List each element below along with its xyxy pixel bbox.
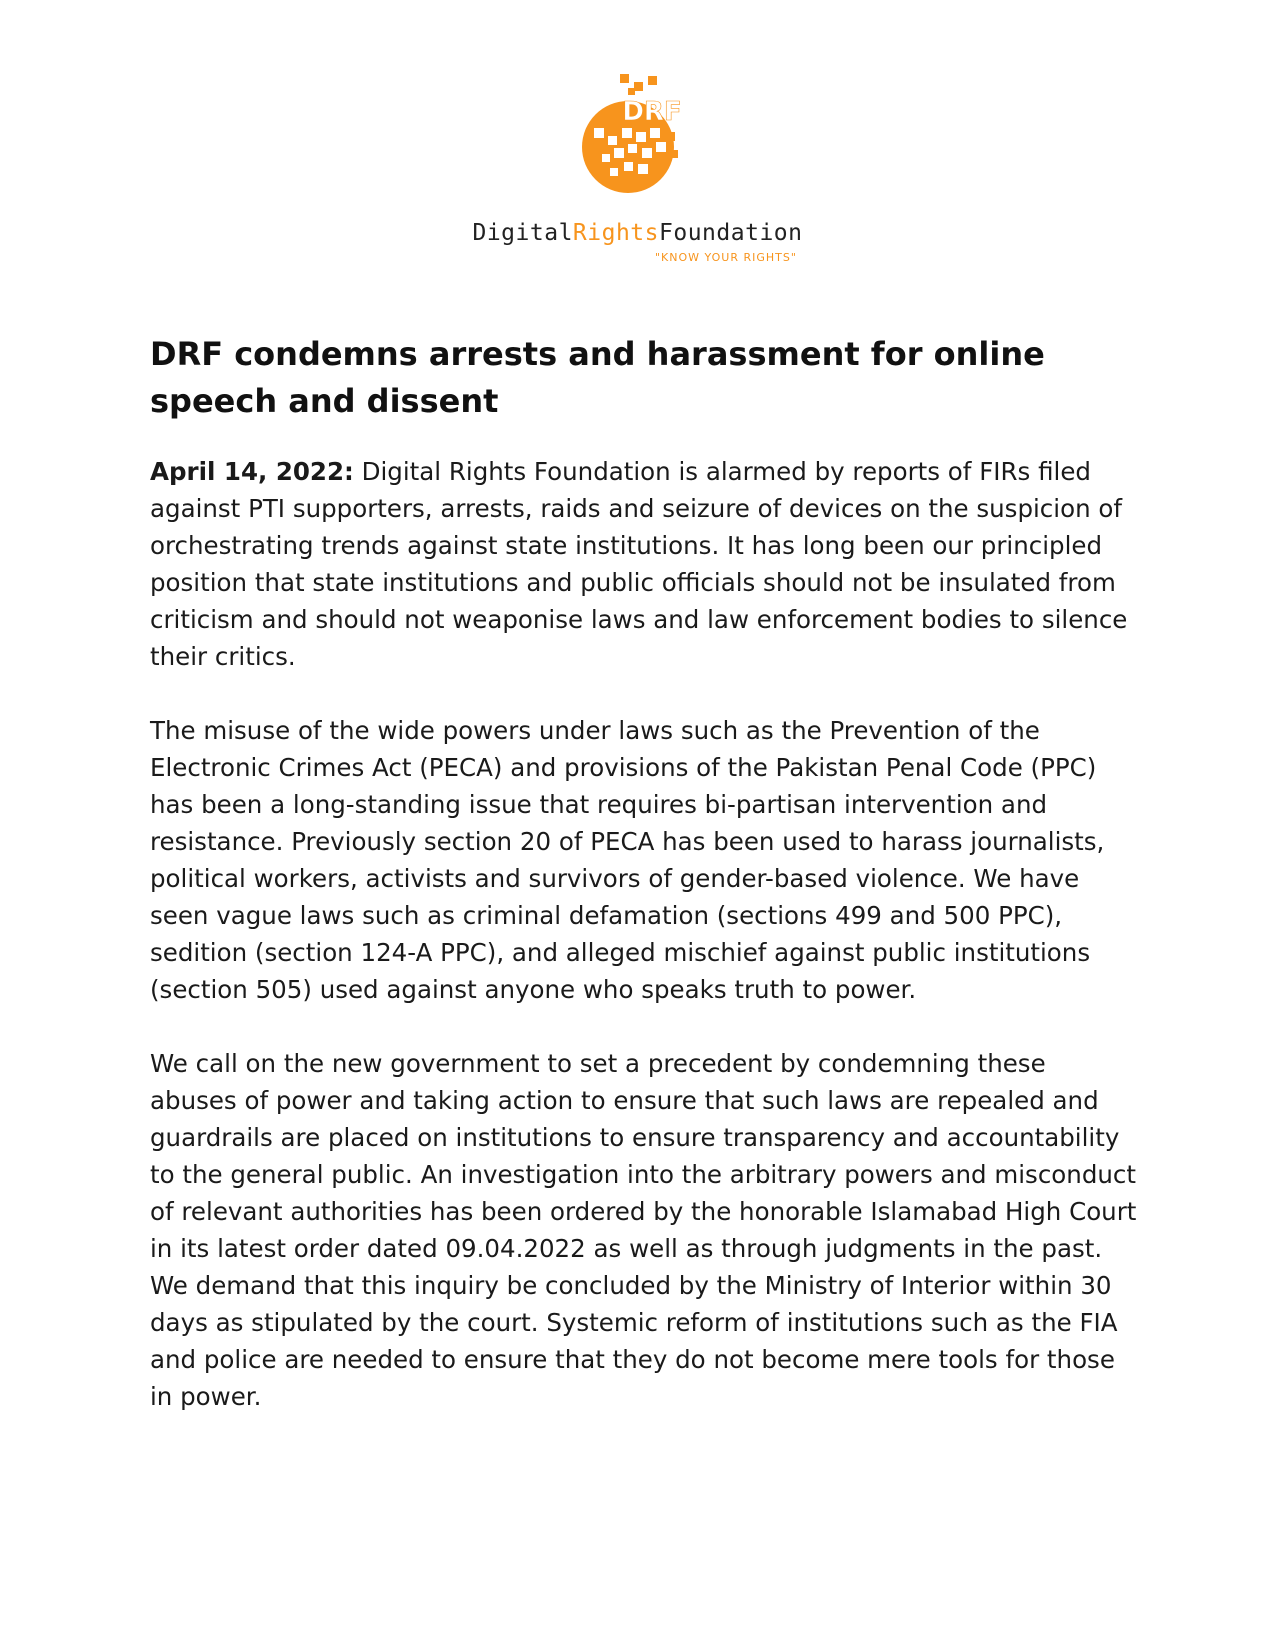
- paragraph-1: [150, 453, 1140, 675]
- logo-monogram: DRF: [622, 97, 682, 127]
- page-title: DRF condemns arrests and harassment for online speech and dissent: [150, 335, 1045, 420]
- dateline: April 14, 2022:: [150, 457, 354, 486]
- paragraph-2: The misuse of the wide powers under laws such as the Prevention of the Electronic Crimes Act (PECA) and provisions of the Pakistan Penal Code (PPC) has been a long-standing issue that requires bi-partisan intervention and resistance. Previously section 20 of PECA has been used to harass journalists, political workers, activists and survivors of gender-based violence. We have seen vague laws such as criminal defamation (sections 499 and 500 PPC), sedition (section 124-A PPC), and alleged mischief against public institutions (section 505) used against anyone who speaks truth to power.: [150, 716, 1105, 1004]
- paragraph-3: We call on the new government to set a precedent by condemning these abuses of power and taking action to ensure that such laws are repealed and guardrails are placed on institutions to ensure transparency and accountability to the general public. An investigation into the arbitrary powers and misconduct of relevant authorities has been ordered by the honorable Islamabad High Court in its latest order dated 09.04.2022 as well as through judgments in the past. We demand that this inquiry be concluded by the Ministry of Interior within 30 days as stipulated by the court. Systemic reform of institutions such as the FIA and police are needed to ensure that they do not become mere tools for those in power.: [150, 1049, 1137, 1411]
- drf-logo-mark-icon: [570, 70, 700, 200]
- logo-tagline: "KNOW YOUR RIGHTS": [655, 251, 797, 264]
- wordmark-suffix: Foundation: [659, 220, 803, 246]
- paragraph-1-text: Digital Rights Foundation is alarmed by reports of FIRs filed against PTI supporters, arrests, raids and seizure of devices on the suspicion of orchestrating trends against state institutions. It has long been our principled position that state institutions and public officials should not be insulated from criticism and should not weaponise laws and law enforcement bodies to silence their critics.: [150, 457, 1128, 671]
- drf-logo: [0, 70, 1275, 270]
- logo-wordmark: [0, 220, 1275, 246]
- wordmark-prefix: Digital: [472, 220, 573, 246]
- press-release-body: [150, 331, 1140, 1452]
- wordmark-accent: Rights: [572, 220, 660, 246]
